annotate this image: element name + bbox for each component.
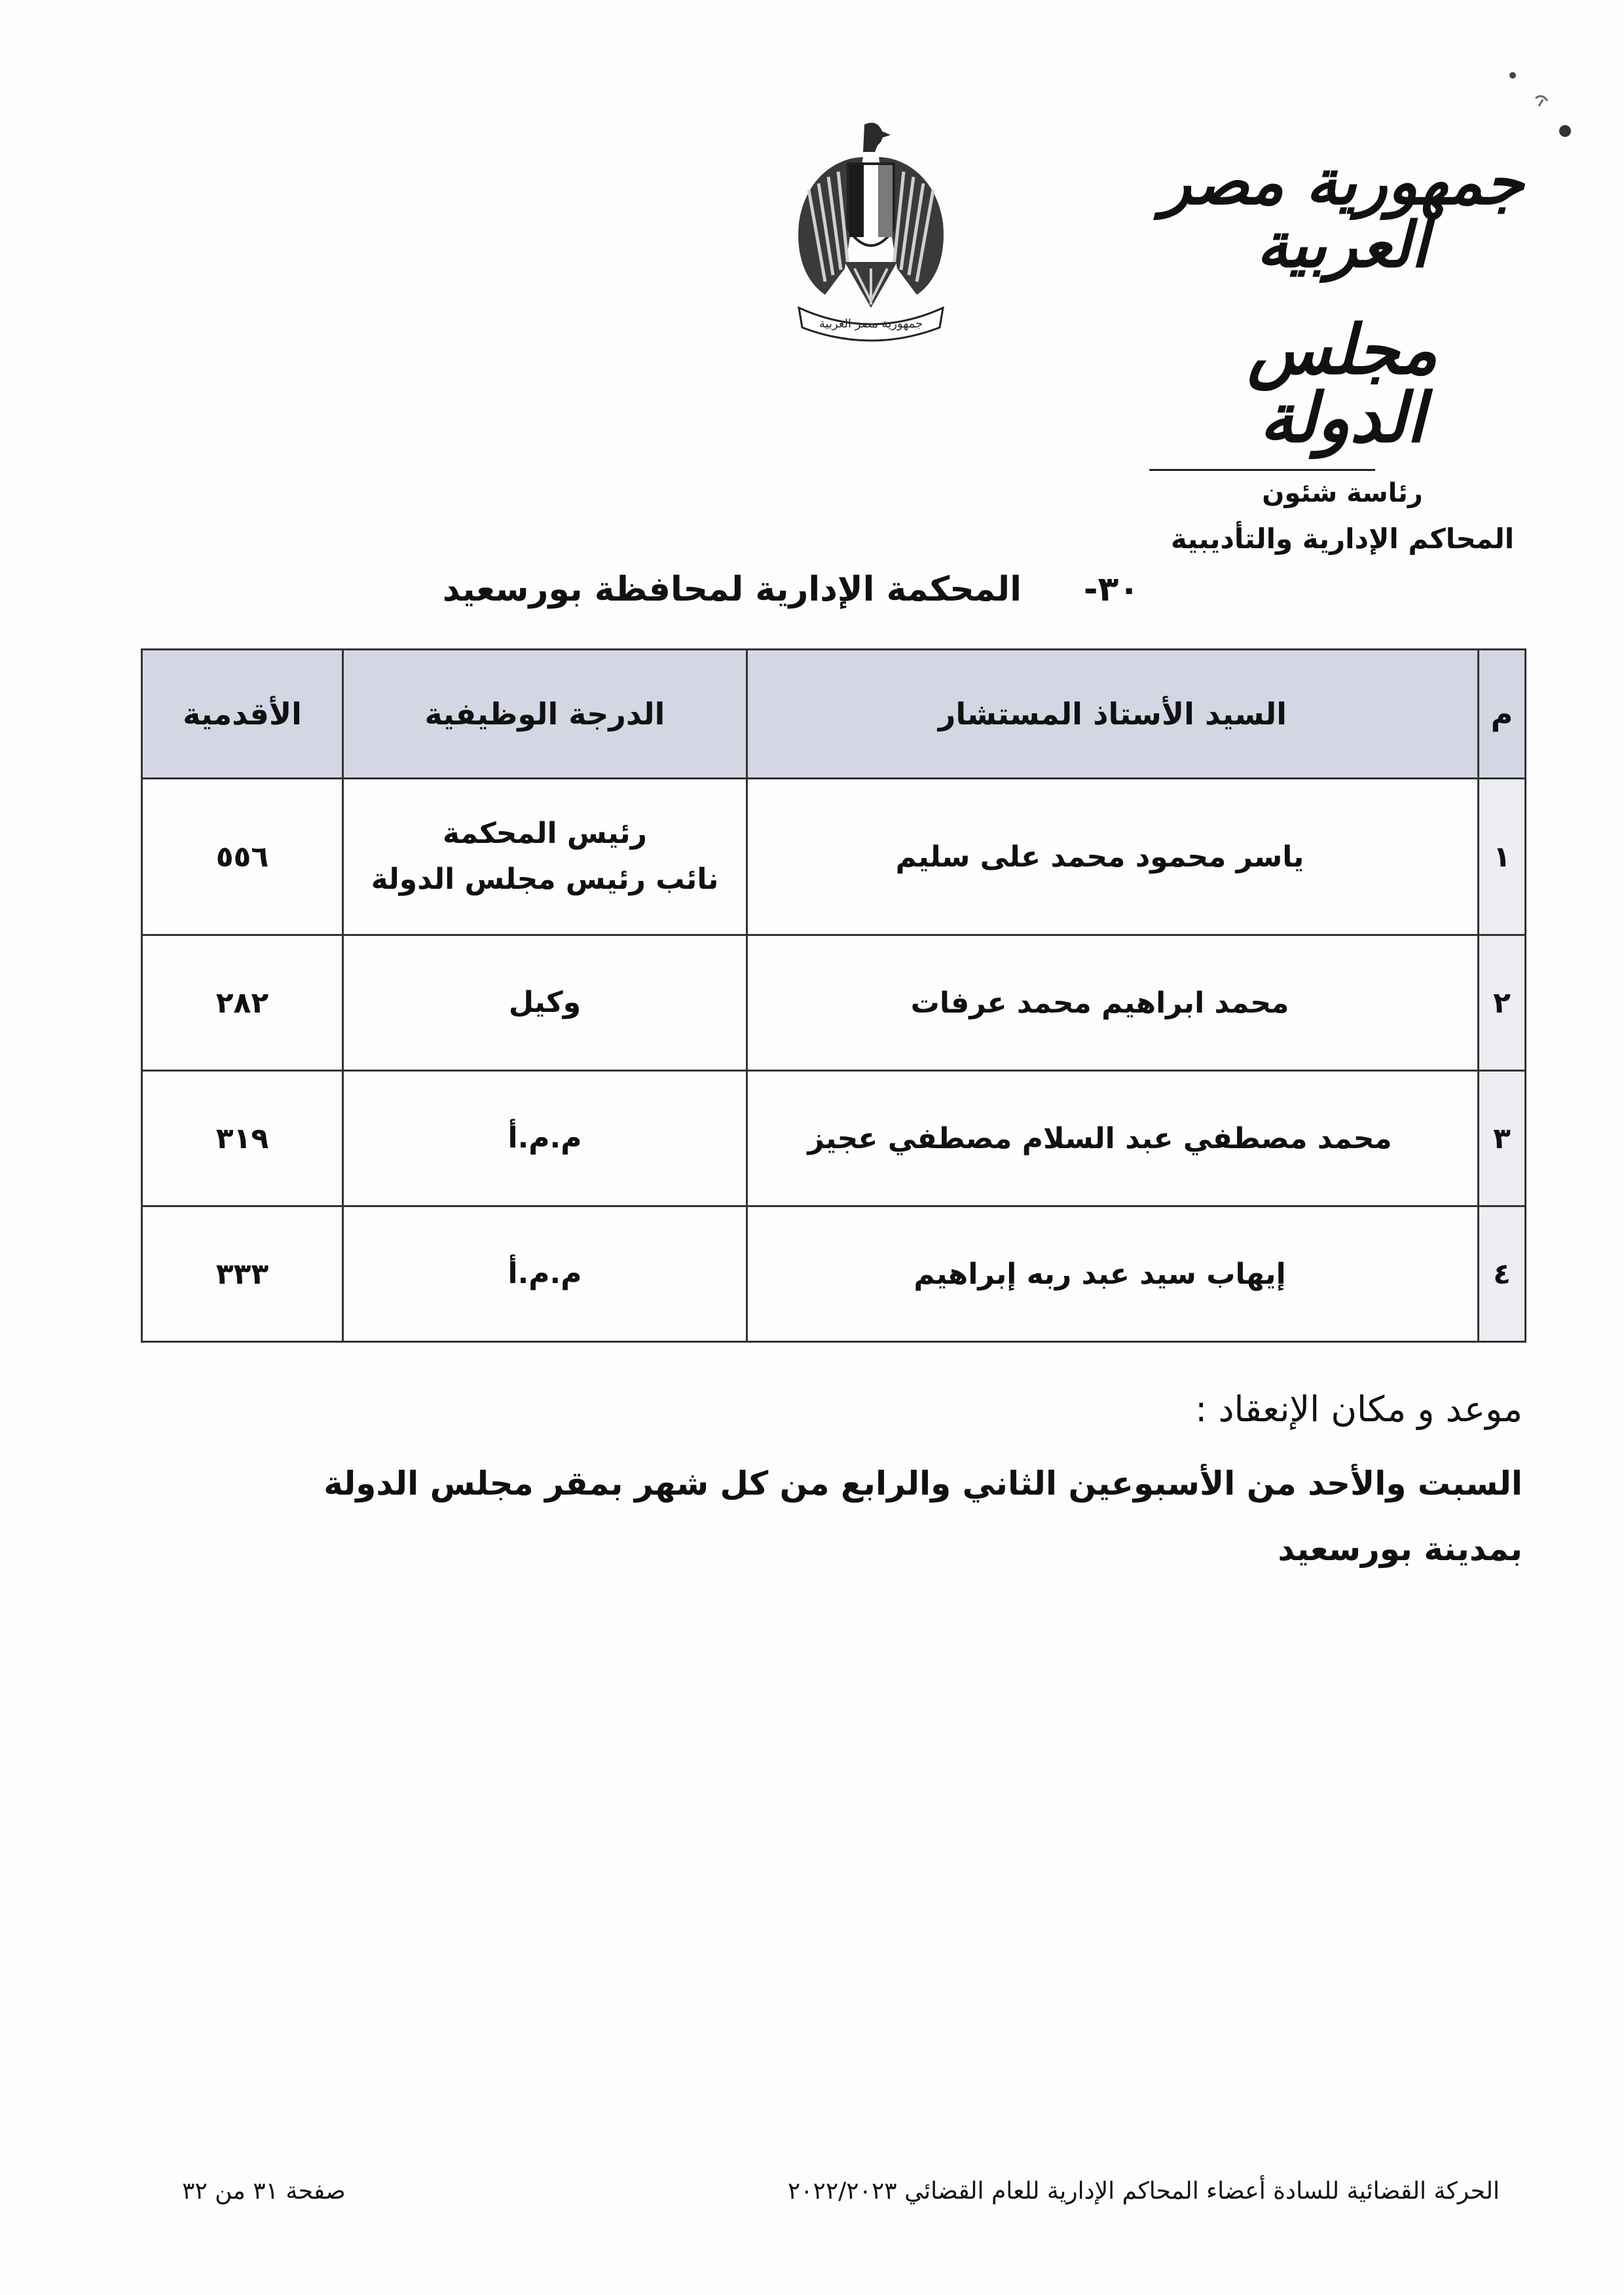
republic-name: جمهورية مصر العربية bbox=[1160, 145, 1524, 282]
header-num: م bbox=[1479, 650, 1526, 779]
row-name: محمد ابراهيم محمد عرفات bbox=[747, 935, 1479, 1071]
row-grade-line2: نائب رئيس مجلس الدولة bbox=[371, 863, 719, 896]
row-seniority: ٢٨٢ bbox=[142, 935, 343, 1071]
letterhead bbox=[1159, 145, 1526, 555]
row-grade-line1: رئيس المحكمة bbox=[443, 816, 647, 850]
row-name: ياسر محمود محمد على سليم bbox=[747, 779, 1479, 935]
header-grade: الدرجة الوظيفية bbox=[343, 650, 747, 779]
table-row bbox=[142, 1071, 1526, 1206]
section-heading bbox=[443, 570, 1139, 609]
row-grade bbox=[343, 935, 747, 1071]
table-row bbox=[142, 779, 1526, 935]
row-grade bbox=[343, 779, 747, 935]
emblem-caption: جمهورية مصر العربية bbox=[819, 317, 923, 331]
row-name: محمد مصطفي عبد السلام مصطفي عجيز bbox=[747, 1071, 1479, 1206]
corner-ink-mark bbox=[1500, 65, 1578, 144]
row-grade-line1: وكيل bbox=[508, 985, 581, 1019]
footer-title: الحركة القضائية للسادة أعضاء المحاكم الإدارية للعام القضائي ٢٠٢٢/٢٠٢٣ bbox=[787, 2178, 1500, 2205]
presidency-line2: المحاكم الإدارية والتأديبية bbox=[1170, 523, 1515, 555]
row-num: ١ bbox=[1479, 779, 1526, 935]
row-seniority: ٣٣٣ bbox=[142, 1206, 343, 1342]
session-label: موعد و مكان الإنعقاد : bbox=[1195, 1389, 1522, 1430]
row-name: إيهاب سيد عبد ربه إبراهيم bbox=[747, 1206, 1479, 1342]
eagle-emblem-icon bbox=[786, 111, 956, 347]
row-grade-line1: م.م.أ bbox=[507, 1121, 582, 1155]
row-num: ٣ bbox=[1479, 1071, 1526, 1206]
row-seniority: ٥٥٦ bbox=[142, 779, 343, 935]
header-name: السيد الأستاذ المستشار bbox=[747, 650, 1479, 779]
judges-table bbox=[141, 648, 1526, 1343]
row-seniority: ٣١٩ bbox=[142, 1071, 343, 1206]
row-num: ٢ bbox=[1479, 935, 1526, 1071]
row-num: ٤ bbox=[1479, 1206, 1526, 1342]
section-number: ٣٠- bbox=[1083, 570, 1139, 609]
page-number: صفحة ٣١ من ٣٢ bbox=[182, 2178, 346, 2205]
row-grade-line1: م.م.أ bbox=[507, 1256, 582, 1290]
council-name: مجلس الدولة bbox=[1247, 309, 1437, 458]
table-row bbox=[142, 1206, 1526, 1342]
table-row bbox=[142, 935, 1526, 1071]
row-grade bbox=[343, 1071, 747, 1206]
header-seniority: الأقدمية bbox=[142, 650, 343, 779]
row-grade bbox=[343, 1206, 747, 1342]
header-divider bbox=[1149, 469, 1375, 471]
presidency-line1: رئاسة شئون bbox=[1262, 478, 1423, 508]
session-text: السبت والأحد من الأسبوعين الثاني والرابع من كل شهر بمقر مجلس الدولة بمدينة بورسعيد bbox=[323, 1465, 1522, 1568]
table-header-row bbox=[142, 650, 1526, 779]
section-title: المحكمة الإدارية لمحافظة بورسعيد bbox=[442, 570, 1022, 609]
